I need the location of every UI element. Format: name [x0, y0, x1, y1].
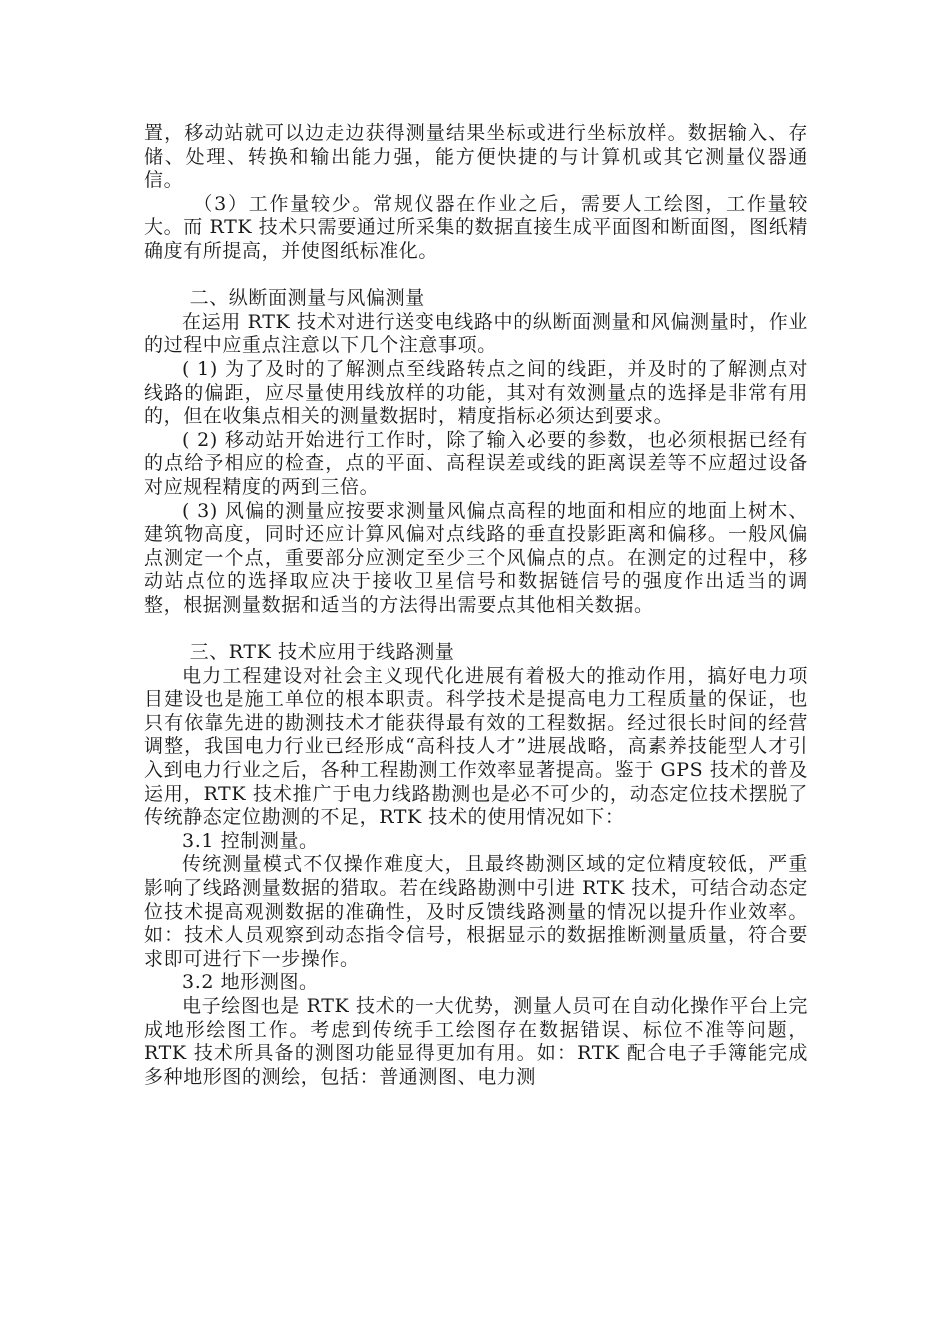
- section-heading-3: 三、RTK 技术应用于线路测量: [189, 641, 455, 664]
- paragraph-continuation: 置，移动站就可以边走边获得测量结果坐标或进行坐标放样。数据输入、存储、处理、转换和输出能力强，能方便快捷的与计算机或其它测量仪器通信。: [144, 122, 808, 192]
- paragraph-item-3: ( 3) 风偏的测量应按要求测量风偏点高程的地面和相应的地面上树木、建筑物高度，同时还应计算风偏对点线路的垂直投影距离和偏移。一般风偏点测定一个点，重要部分应测定至少三个风偏点的点。在测定的过程中，移动站点位的选择取应决于接收卫星信号和数据链信号的强度作出适当的调整，根据测量数据和适当的方法得出需要点其他相关数据。: [144, 499, 808, 616]
- subheading-3-2: 3.2 地形测图。: [182, 971, 319, 994]
- paragraph-topographic-mapping: 电子绘图也是 RTK 技术的一大优势，测量人员可在自动化操作平台上完成地形绘图工作。考虑到传统手工绘图存在数据错误、标位不准等问题，RTK 技术所具备的测图功能显得更加有用。如：RTK 配合电子手簿能完成多种地形图的测绘，包括：普通测图、电力测: [144, 994, 808, 1088]
- paragraph-item-1: ( 1) 为了及时的了解测点至线路转点之间的线距，并及时的了解测点对线路的偏距，应尽量使用线放样的功能，其对有效测量点的选择是非常有用的，但在收集点相关的测量数据时，精度指标必须达到要求。: [144, 357, 808, 428]
- paragraph-intro-profile: 在运用 RTK 技术对进行送变电线路中的纵断面测量和风偏测量时，作业的过程中应重点注意以下几个注意事项。: [144, 310, 808, 357]
- paragraph-item-2: ( 2) 移动站开始进行工作时，除了输入必要的参数，也必须根据已经有的点给予相应的检查，点的平面、高程误差或线的距离误差等不应超过设备对应规程精度的两到三倍。: [144, 428, 808, 498]
- document-body: [144, 122, 808, 1089]
- paragraph-workload: （3）工作量较少。常规仪器在作业之后，需要人工绘图，工作量较大。而 RTK 技术只需要通过所采集的数据直接生成平面图和断面图，图纸精确度有所提高，并使图纸标准化。: [144, 192, 808, 262]
- section-heading-2: 二、纵断面测量与风偏测量: [189, 287, 425, 310]
- subheading-3-1: 3.1 控制测量。: [182, 829, 319, 852]
- paragraph-power-engineering: 电力工程建设对社会主义现代化进展有着极大的推动作用，搞好电力项目建设也是施工单位的根本职责。科学技术是提高电力工程质量的保证，也只有依靠先进的勘测技术才能获得最有效的工程数据。经过很长时间的经营调整，我国电力行业已经形成“高科技人才”进展战略，高素养技能型人才引入到电力行业之后，各种工程勘测工作效率显著提高。鉴于 GPS 技术的普及运用，RTK 技术推广于电力线路勘测也是必不可少的，动态定位技术摆脱了传统静态定位勘测的不足，RTK 技术的使用情况如下：: [144, 664, 808, 829]
- paragraph-control-survey: 传统测量模式不仅操作难度大，且最终勘测区域的定位精度较低，严重影响了线路测量数据的猎取。若在线路勘测中引进 RTK 技术，可结合动态定位技术提高观测数据的准确性，及时反馈线路测量的情况以提升作业效率。如：技术人员观察到动态指令信号，根据显示的数据推断测量质量，符合要求即可进行下一步操作。: [144, 853, 808, 970]
